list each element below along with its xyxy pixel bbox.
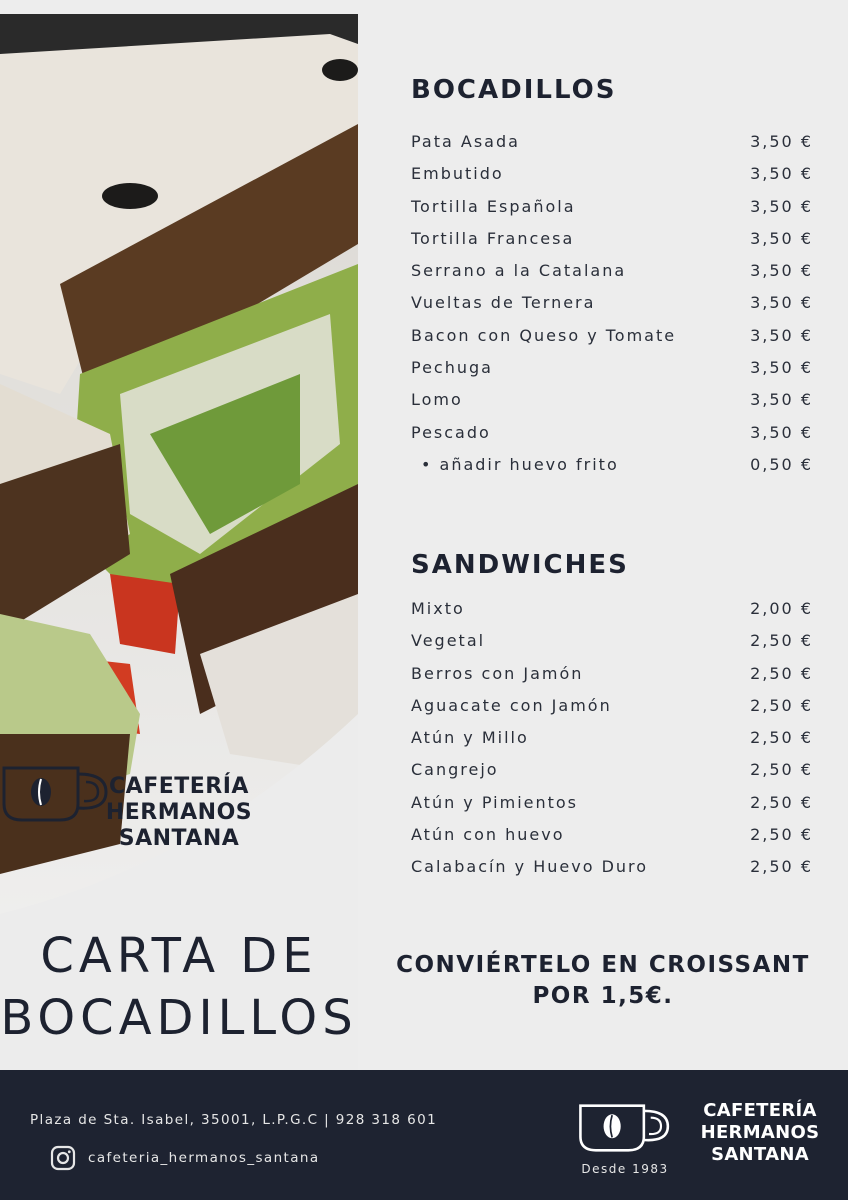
menu-item-price: 2,50 € [750, 695, 813, 715]
menu-item-price: 2,00 € [750, 599, 813, 618]
menu-item-name: Mixto [411, 599, 465, 618]
menu-item [411, 417, 813, 449]
menu-item-price: 3,50 € [750, 325, 813, 345]
section-title-bocadillos: BOCADILLOS [411, 75, 617, 105]
menu-item-price: 2,50 € [750, 728, 813, 748]
menu-item-name: Pata Asada [411, 132, 520, 151]
menu-item [411, 126, 813, 158]
since-label: Desde 1983 [581, 1162, 669, 1176]
menu-item [411, 449, 813, 481]
menu-item-price: 2,50 € [750, 792, 813, 812]
menu-item-name: Pescado [411, 422, 491, 442]
bocadillos-list [411, 126, 813, 481]
promo-line: POR 1,5€. [532, 983, 674, 1009]
menu-item-price: 2,50 € [750, 857, 813, 877]
menu-item-price: 2,50 € [750, 760, 813, 780]
menu-item [411, 787, 813, 819]
menu-item [411, 255, 813, 287]
menu-item-price: 3,50 € [750, 132, 813, 151]
menu-item [411, 722, 813, 754]
sandwiches-list [411, 593, 813, 884]
menu-item-price: 3,50 € [750, 422, 813, 442]
menu-item-name: Aguacate con Jamón [411, 695, 612, 715]
brand-block [0, 764, 358, 852]
footer-address: Plaza de Sta. Isabel, 35001, L.P.G.C | 928 318 601 [30, 1112, 438, 1128]
menu-column [411, 70, 813, 877]
menu-item-name: Bacon con Queso y Tomate [411, 325, 677, 345]
menu-item-name: Atún y Millo [411, 728, 529, 748]
footer [0, 1070, 848, 1200]
menu-item-name: Serrano a la Catalana [411, 261, 627, 281]
menu-item [411, 352, 813, 384]
menu-item-price: 3,50 € [750, 196, 813, 216]
menu-item-name: Embutido [411, 164, 504, 184]
sandwiches-section [411, 545, 813, 884]
brand-name-line: CAFETERÍA [109, 774, 249, 799]
menu-item-name: Vegetal [411, 631, 486, 651]
menu-item-price: 3,50 € [750, 261, 813, 281]
menu-item-price: 2,50 € [750, 663, 813, 683]
menu-item [411, 690, 813, 722]
menu-item-name: • añadir huevo frito [421, 454, 619, 474]
footer-brand-line: CAFETERÍA [703, 1100, 817, 1121]
sandwich-photo [0, 14, 358, 1070]
menu-item [411, 658, 813, 690]
menu-item-name: Lomo [411, 390, 463, 410]
menu-item-name: Tortilla Francesa [411, 228, 575, 248]
menu-item [411, 819, 813, 851]
croissant-promo [370, 950, 836, 1012]
menu-item-price: 2,50 € [750, 631, 813, 651]
cover-title [0, 925, 358, 1049]
menu-item [411, 320, 813, 352]
footer-brand-name [690, 1100, 830, 1166]
brand-name-line: SANTANA [118, 826, 240, 851]
menu-item-price: 3,50 € [750, 390, 813, 410]
menu-item-name: Calabacín y Huevo Duro [411, 857, 649, 877]
menu-item-name: Cangrejo [411, 760, 499, 780]
footer-brand-line: HERMANOS [700, 1122, 820, 1143]
menu-item-name: Pechuga [411, 358, 493, 378]
footer-brand-line: SANTANA [711, 1144, 809, 1165]
menu-item-price: 3,50 € [750, 164, 813, 184]
menu-item-price: 0,50 € [750, 454, 813, 474]
menu-item [411, 851, 813, 883]
cover-title-line: CARTA DE [40, 928, 318, 984]
menu-item [411, 223, 813, 255]
coffee-cup-icon [0, 764, 112, 824]
menu-item-price: 3,50 € [750, 293, 813, 313]
sandwich-illustration [0, 14, 358, 1070]
menu-item [411, 593, 813, 625]
menu-item-name: Atún y Pimientos [411, 792, 579, 812]
section-title-sandwiches: SANDWICHES [411, 550, 629, 580]
menu-item [411, 158, 813, 190]
promo-line: CONVIÉRTELO EN CROISSANT [396, 952, 810, 978]
menu-item-name: Berros con Jamón [411, 663, 584, 683]
menu-item-name: Atún con huevo [411, 825, 565, 845]
instagram-handle: cafeteria_hermanos_santana [88, 1150, 320, 1166]
coffee-cup-icon [577, 1102, 673, 1154]
menu-item [411, 191, 813, 223]
menu-item-price: 2,50 € [750, 825, 813, 845]
menu-item-name: Tortilla Española [411, 196, 576, 216]
menu-item [411, 384, 813, 416]
footer-logo [575, 1102, 675, 1176]
brand-name-line: HERMANOS [105, 800, 253, 825]
instagram-link[interactable] [50, 1145, 320, 1171]
menu-item-price: 3,50 € [750, 358, 813, 378]
menu-item [411, 625, 813, 657]
menu-item [411, 754, 813, 786]
menu-item [411, 287, 813, 319]
menu-item-price: 3,50 € [750, 228, 813, 248]
instagram-icon [50, 1145, 76, 1171]
menu-item-name: Vueltas de Ternera [411, 293, 596, 313]
cover-title-line: BOCADILLOS [0, 990, 358, 1046]
